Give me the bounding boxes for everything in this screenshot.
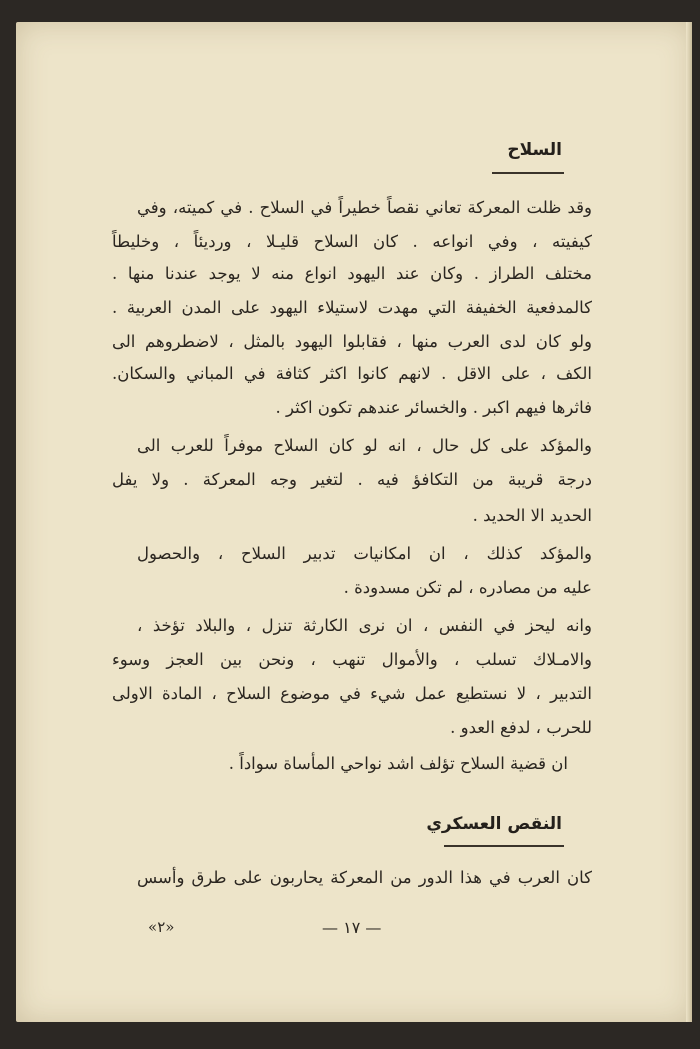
- body-line: كيفيته ، وفي انواعه . كان السلاح قليـلا ، ورديئاً ، وخليطاً: [112, 232, 592, 251]
- body-line: والمؤكد على كل حال ، انه لو كان السلاح موفراً للعرب الى: [137, 436, 592, 455]
- body-line: الحديد الا الحديد .: [472, 506, 592, 525]
- body-line: مختلف الطراز . وكان عند اليهود انواع منه لا يوجد عندنا منها .: [112, 264, 592, 283]
- body-line: للحرب ، لدفع العدو .: [450, 718, 592, 737]
- section-heading-military-shortage: النقص العسكري: [426, 814, 562, 834]
- body-line: كالمدفعية الخفيفة التي مهدت لاستيلاء اليهود على المدن العربية .: [112, 298, 592, 317]
- body-line: كان العرب في هذا الدور من المعركة يحاربون على طرق وأسس: [137, 868, 592, 887]
- section-heading-weapons: السلاح: [507, 140, 562, 160]
- body-line: ولو كان لدى العرب منها ، فقابلوا اليهود بالمثل ، لاضطروهم الى: [112, 332, 592, 351]
- body-line: التدبير ، لا نستطيع عمل شيء في موضوع السلاح ، المادة الاولى: [112, 684, 592, 703]
- heading-underline-weapons: [492, 172, 564, 174]
- body-line: عليه من مصادره ، لم تكن مسدودة .: [343, 578, 592, 597]
- body-line: فاثرها فيهم اكبر . والخسائر عندهم تكون اكثر .: [275, 398, 592, 417]
- signature-mark: «٢»: [148, 918, 175, 936]
- page-edge: [686, 22, 692, 1022]
- body-line: الكف ، على الاقل . لانهم كانوا اكثر كثافة في المباني والسكان.: [112, 364, 592, 383]
- body-line: درجة قريبة من التكافؤ فيه . لتغير وجه المعركة . ولا يفل: [112, 470, 592, 489]
- heading-underline-military-shortage: [444, 845, 564, 847]
- page-number: — ١٧ —: [322, 918, 382, 937]
- body-line: والامـلاك تسلب ، والأموال تنهب ، ونحن بين العجز وسوء: [112, 650, 592, 669]
- body-line: ان قضية السلاح تؤلف اشد نواحي المأساة سواداً .: [228, 754, 568, 773]
- body-line: والمؤكد كذلك ، ان امكانيات تدبير السلاح ، والحصول: [137, 544, 592, 563]
- body-line: وقد ظلت المعركة تعاني نقصاً خطيراً في السلاح . في كميته، وفي: [137, 198, 592, 217]
- body-line: وانه ليحز في النفس ، ان نرى الكارثة تنزل ، والبلاد تؤخذ ،: [137, 616, 592, 635]
